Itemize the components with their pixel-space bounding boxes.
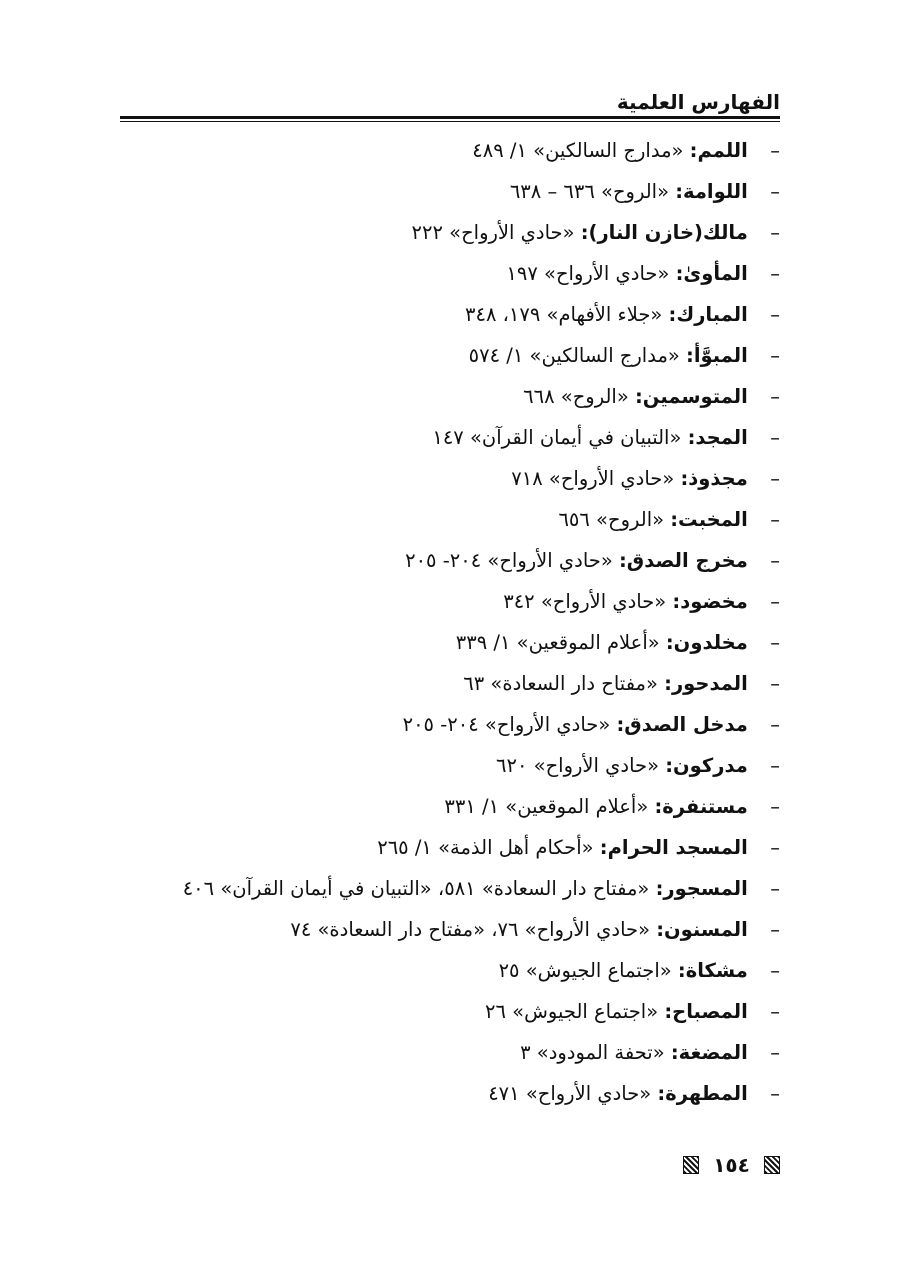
list-dash: – xyxy=(770,1082,780,1105)
ornament-square-icon xyxy=(683,1156,699,1174)
entry-term: مدركون: xyxy=(665,754,748,777)
entry-refs: «تحفة المودود» ٣ xyxy=(520,1041,665,1064)
entry-refs: «حادي الأرواح» ٢٢٢ xyxy=(411,221,575,244)
page-number: ١٥٤ xyxy=(713,1153,750,1177)
list-dash: – xyxy=(770,549,780,572)
list-dash: – xyxy=(770,672,780,695)
index-entry xyxy=(120,622,780,663)
entry-term: المسجور: xyxy=(655,877,748,900)
entry-refs: «حادي الأرواح» ٣٤٢ xyxy=(503,590,667,613)
entry-term: اللوامة: xyxy=(675,180,748,203)
list-dash: – xyxy=(770,631,780,654)
ornament-square-icon xyxy=(764,1156,780,1174)
entry-term: المأوىٰ: xyxy=(675,262,748,285)
entry-refs: «أعلام الموقعين» ١/ ٣٣٩ xyxy=(455,631,660,654)
index-entry xyxy=(120,991,780,1032)
entry-refs: «مدارج السالكين» ١/ ٤٨٩ xyxy=(472,139,684,162)
entry-term: مشكاة: xyxy=(677,959,748,982)
entry-term: المسجد الحرام: xyxy=(599,836,748,859)
entry-term: المتوسمين: xyxy=(634,385,748,408)
index-entry xyxy=(120,171,780,212)
list-dash: – xyxy=(770,467,780,490)
index-entry xyxy=(120,540,780,581)
index-entry xyxy=(120,253,780,294)
entry-term: مجذوذ: xyxy=(680,467,748,490)
index-entry xyxy=(120,1032,780,1073)
entry-term: المدحور: xyxy=(664,672,748,695)
entry-term: المبارك: xyxy=(668,303,748,326)
entry-term: اللمم: xyxy=(689,139,748,162)
header-rule-thick xyxy=(120,116,780,119)
header-rule-thin xyxy=(120,121,780,122)
list-dash: – xyxy=(770,590,780,613)
entry-term: المبوَّأ: xyxy=(686,344,748,367)
list-dash: – xyxy=(770,795,780,818)
entry-refs: «الروح» ٦٣٦ – ٦٣٨ xyxy=(509,180,670,203)
list-dash: – xyxy=(770,754,780,777)
index-entry xyxy=(120,663,780,704)
index-entry xyxy=(120,294,780,335)
page-number-footer xyxy=(683,1152,780,1178)
entry-refs: «حادي الأرواح» ٧٦، «مفتاح دار السعادة» ٧٤ xyxy=(290,918,651,941)
list-dash: – xyxy=(770,303,780,326)
index-entry xyxy=(120,745,780,786)
entry-term: مخلدون: xyxy=(665,631,748,654)
index-entry xyxy=(120,335,780,376)
running-header-title: الفهارس العلمية xyxy=(616,90,780,114)
entry-refs: «أحكام أهل الذمة» ١/ ٢٦٥ xyxy=(377,836,594,859)
entry-refs: «حادي الأرواح» ٤٧١ xyxy=(488,1082,652,1105)
entry-refs: «اجتماع الجيوش» ٢٦ xyxy=(485,1000,659,1023)
entry-refs: «أعلام الموقعين» ١/ ٣٣١ xyxy=(444,795,649,818)
list-dash: – xyxy=(770,1041,780,1064)
index-entry xyxy=(120,950,780,991)
index-entry xyxy=(120,212,780,253)
list-dash: – xyxy=(770,221,780,244)
list-dash: – xyxy=(770,180,780,203)
index-entry xyxy=(120,868,780,909)
index-entry-list xyxy=(120,130,780,1114)
list-dash: – xyxy=(770,918,780,941)
entry-refs: «اجتماع الجيوش» ٢٥ xyxy=(498,959,672,982)
list-dash: – xyxy=(770,959,780,982)
entry-refs: «مفتاح دار السعادة» ٥٨١، «التبيان في أيمان القرآن» ٤٠٦ xyxy=(182,877,650,900)
entry-term: مالك(خازن النار): xyxy=(580,221,748,244)
entry-term: مخرج الصدق: xyxy=(618,549,748,572)
entry-refs: «حادي الأرواح» ٧١٨ xyxy=(511,467,675,490)
entry-term: المطهرة: xyxy=(657,1082,748,1105)
list-dash: – xyxy=(770,139,780,162)
entry-refs: «جلاء الأفهام» ١٧٩، ٣٤٨ xyxy=(465,303,663,326)
entry-term: مدخل الصدق: xyxy=(616,713,748,736)
index-entry xyxy=(120,499,780,540)
entry-refs: «الروح» ٦٦٨ xyxy=(523,385,629,408)
list-dash: – xyxy=(770,344,780,367)
index-entry xyxy=(120,130,780,171)
entry-refs: «مفتاح دار السعادة» ٦٣ xyxy=(463,672,658,695)
entry-refs: «حادي الأرواح» ١٩٧ xyxy=(506,262,670,285)
entry-refs: «حادي الأرواح» ٢٠٤- ٢٠٥ xyxy=(405,549,613,572)
list-dash: – xyxy=(770,262,780,285)
list-dash: – xyxy=(770,426,780,449)
list-dash: – xyxy=(770,1000,780,1023)
entry-term: المخبت: xyxy=(670,508,748,531)
entry-refs: «حادي الأرواح» ٢٠٤- ٢٠٥ xyxy=(402,713,611,736)
index-entry xyxy=(120,417,780,458)
entry-refs: «مدارج السالكين» ١/ ٥٧٤ xyxy=(468,344,680,367)
list-dash: – xyxy=(770,713,780,736)
entry-refs: «التبيان في أيمان القرآن» ١٤٧ xyxy=(432,426,682,449)
index-entry xyxy=(120,1073,780,1114)
entry-term: المضغة: xyxy=(670,1041,748,1064)
entry-refs: «الروح» ٦٥٦ xyxy=(558,508,665,531)
entry-term: المجد: xyxy=(687,426,748,449)
index-entry xyxy=(120,827,780,868)
index-entry xyxy=(120,376,780,417)
index-entry xyxy=(120,704,780,745)
entry-term: مستنفرة: xyxy=(654,795,748,818)
index-entry xyxy=(120,581,780,622)
index-entry xyxy=(120,786,780,827)
entry-term: مخضود: xyxy=(672,590,748,613)
list-dash: – xyxy=(770,385,780,408)
index-entry xyxy=(120,458,780,499)
entry-term: المصباح: xyxy=(664,1000,748,1023)
entry-refs: «حادي الأرواح» ٦٢٠ xyxy=(496,754,660,777)
list-dash: – xyxy=(770,508,780,531)
list-dash: – xyxy=(770,836,780,859)
entry-term: المسنون: xyxy=(656,918,748,941)
list-dash: – xyxy=(770,877,780,900)
index-entry xyxy=(120,909,780,950)
